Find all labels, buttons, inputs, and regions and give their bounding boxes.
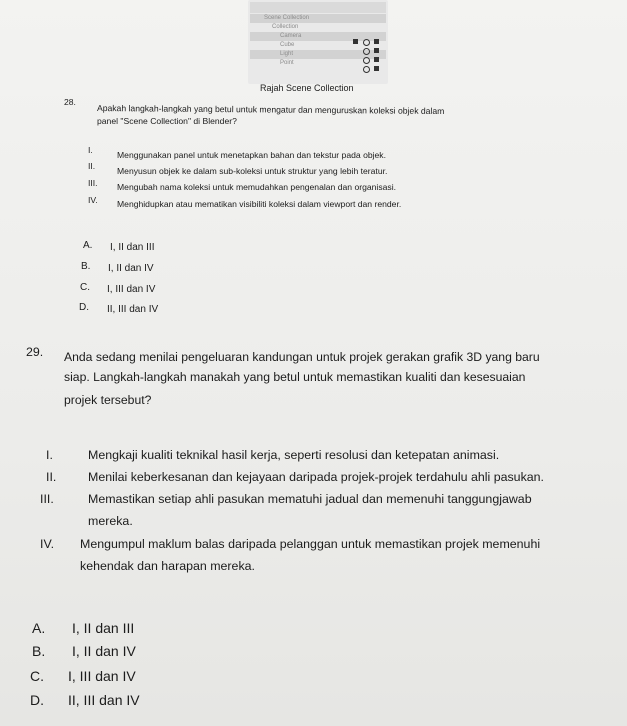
statement-roman: III. xyxy=(88,178,98,188)
statement-text: Menggunakan panel untuk menetapkan bahan dan tekstur pada objek. xyxy=(117,150,386,160)
eye-icon xyxy=(363,57,370,64)
option-letter: B. xyxy=(32,643,46,659)
statement-roman: II. xyxy=(88,161,96,171)
question-number: 29. xyxy=(26,345,44,359)
camera-icon xyxy=(374,39,379,44)
eye-icon xyxy=(363,66,370,73)
statement-text: Menyusun objek ke dalam sub-koleksi untuk struktur yang lebih teratur. xyxy=(117,166,388,176)
statement-text: Mengumpul maklum balas daripada pelanggan untuk memastikan projek memenuhi xyxy=(80,537,541,551)
statement-text: Memastikan setiap ahli pasukan mematuhi jadual dan memenuhi tanggungjawab xyxy=(88,492,532,506)
option-letter: C. xyxy=(30,668,44,684)
camera-icon xyxy=(374,57,379,62)
statement-text: mereka. xyxy=(88,514,133,528)
option-letter: A. xyxy=(32,620,46,636)
option-text: II, III dan IV xyxy=(68,692,140,708)
outliner-row xyxy=(250,14,386,23)
statement-text: Menilai keberkesanan dan kejayaan daripada projek-projek terdahulu ahli pasukan. xyxy=(88,470,544,484)
outliner-label: Collection xyxy=(272,24,299,30)
outliner-row xyxy=(250,23,386,32)
option-letter: B. xyxy=(81,261,91,272)
eye-icon xyxy=(363,39,370,46)
question-stem: siap. Langkah-langkah manakah yang betul untuk memastikan kualiti dan kesesuaian xyxy=(64,370,526,384)
question-stem: Anda sedang menilai pengeluaran kandungan untuk projek gerakan grafik 3D yang baru xyxy=(64,350,540,364)
question-number: 28. xyxy=(64,97,76,107)
outliner-label: Cube xyxy=(280,42,295,48)
option-text: I, II dan III xyxy=(72,620,135,636)
camera-icon xyxy=(374,66,379,71)
outliner-label: Light xyxy=(280,51,294,57)
eye-icon xyxy=(363,48,370,55)
option-letter: D. xyxy=(79,302,89,313)
statement-roman: IV. xyxy=(88,195,98,205)
question-stem: projek tersebut? xyxy=(64,393,152,407)
camera-icon xyxy=(353,39,358,44)
statement-roman: II. xyxy=(46,470,57,484)
outliner-label: Scene Collection xyxy=(264,15,310,21)
camera-icon xyxy=(374,48,379,53)
option-letter: A. xyxy=(83,240,93,251)
statement-roman: IV. xyxy=(40,537,55,551)
option-letter: C. xyxy=(80,282,90,293)
outliner-header xyxy=(250,2,386,13)
statement-text: Mengkaji kualiti teknikal hasil kerja, seperti resolusi dan ketepatan animasi. xyxy=(88,448,500,462)
option-text: II, III dan IV xyxy=(107,304,159,315)
statement-text: Menghidupkan atau mematikan visibiliti koleksi dalam viewport dan render. xyxy=(117,199,402,209)
statement-text: kehendak dan harapan mereka. xyxy=(80,559,255,573)
question-stem: panel "Scene Collection" di Blender? xyxy=(97,116,237,126)
statement-roman: I. xyxy=(46,448,53,462)
figure-caption: Rajah Scene Collection xyxy=(260,83,354,93)
question-stem: Apakah langkah-langkah yang betul untuk mengatur dan menguruskan koleksi objek dalam xyxy=(96,103,445,117)
option-letter: D. xyxy=(30,692,44,708)
option-text: I, II dan IV xyxy=(72,643,136,659)
scene-collection-figure xyxy=(248,0,388,84)
option-text: I, II dan IV xyxy=(108,263,154,274)
option-text: I, II dan III xyxy=(110,242,155,253)
statement-roman: III. xyxy=(40,492,54,506)
outliner-label: Camera xyxy=(280,33,302,39)
statement-text: Mengubah nama koleksi untuk memudahkan pengenalan dan organisasi. xyxy=(117,182,397,192)
option-text: I, III dan IV xyxy=(68,668,136,684)
statement-roman: I. xyxy=(88,145,93,155)
option-text: I, III dan IV xyxy=(107,284,156,295)
outliner-label: Point xyxy=(280,60,294,66)
